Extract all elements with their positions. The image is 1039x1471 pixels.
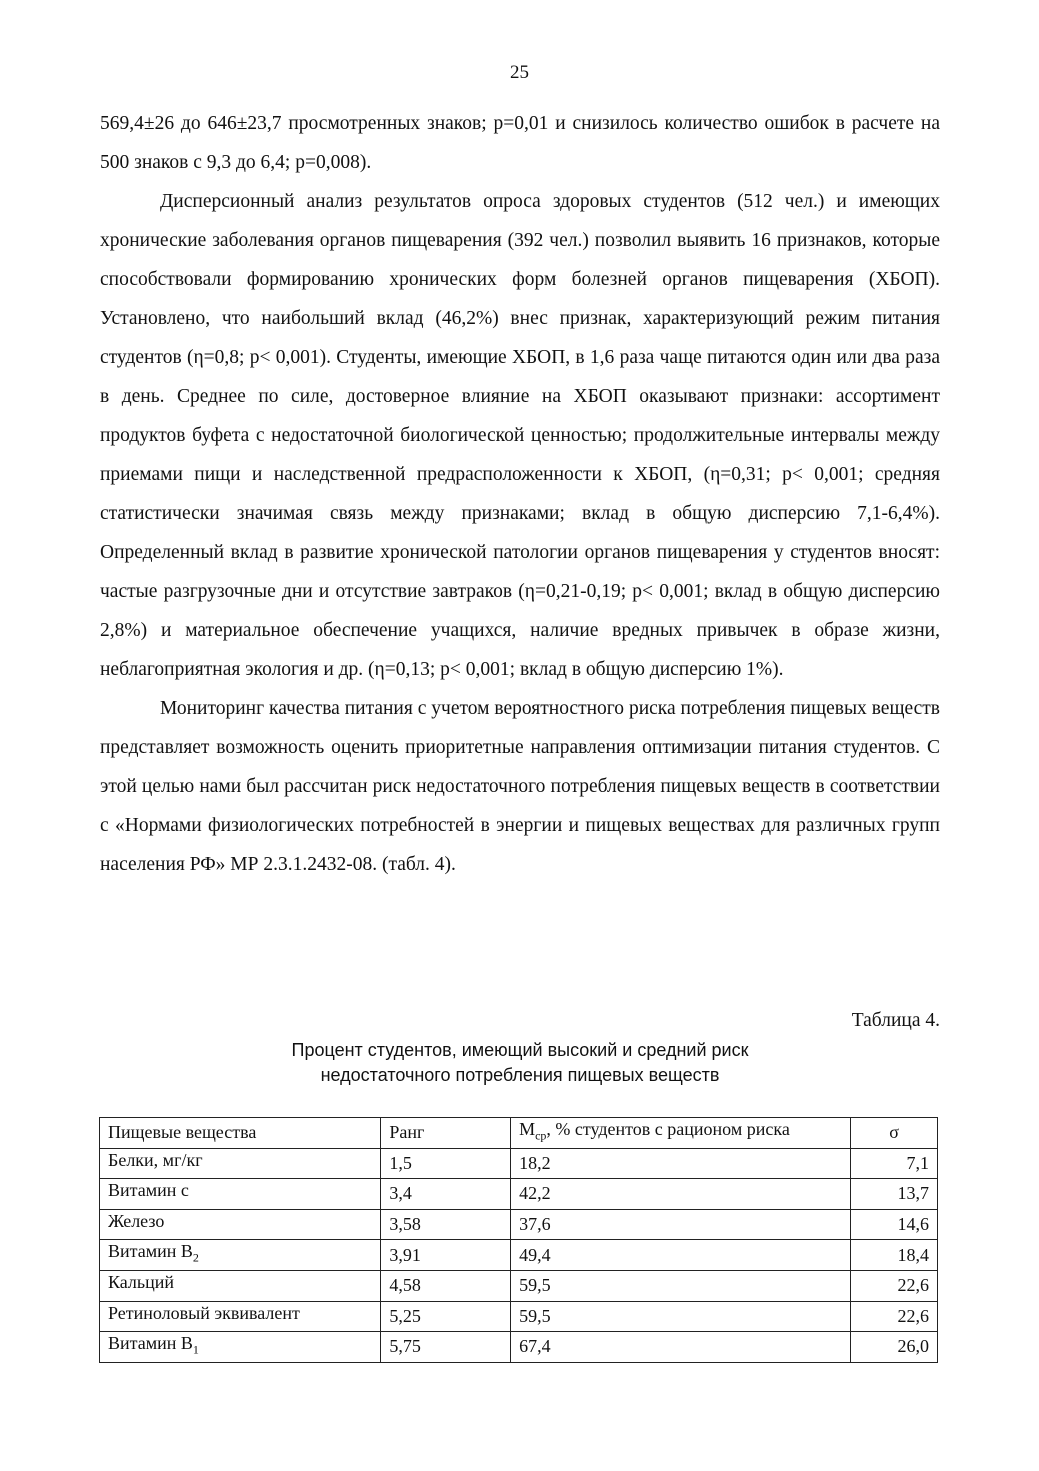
cell-mean: 37,6 [511,1209,851,1240]
table-row [100,1209,938,1240]
table-row [100,1270,938,1301]
cell-substance [100,1270,381,1301]
table-title-line-1: Процент студентов, имеющий высокий и средний риск [291,1040,749,1060]
header-mean [511,1118,851,1149]
table-row [100,1179,938,1210]
table-row [100,1240,938,1271]
substance-sub: 1 [192,1342,199,1357]
substance-name: Витамин В [108,1333,193,1354]
paragraph-2: Дисперсионный анализ результатов опроса здоровых студентов (512 чел.) и имеющих хронические заболевания органов пищеварения (392 чел.) позволил выявить 16 признаков, которые способствовали формированию хронических форм болезней органов пищеварения (ХБОП). Установлено, что наибольший вклад (46,2%) внес признак, характеризующий режим питания студентов (η=0,8; р< 0,001). Студенты, имеющие ХБОП, в 1,6 раза чаще питаются один или два раза в день. Среднее по силе, достоверное влияние на ХБОП оказывают признаки: ассортимент продуктов буфета с недостаточной биологической ценностью; продолжительные интервалы между приемами пищи и наследственной предрасположенности к ХБОП, (η=0,31; р< 0,001; средняя статистически значимая связь между признаками; вклад в общую дисперсию 7,1-6,4%). Определенный вклад в развитие хронической патологии органов пищеварения у студентов вносят: частые разгрузочные дни и отсутствие завтраков (η=0,21-0,19; р< 0,001; вклад в общую дисперсию 2,8%) и материальное обеспечение учащихся, наличие вредных привычек в образе жизни, неблагоприятная экология и др. (η=0,13; р< 0,001; вклад в общую дисперсию 1%). [100,191,940,680]
cell-sigma: 18,4 [851,1240,938,1271]
table-row [100,1301,938,1332]
cell-substance [100,1332,381,1363]
table-title [100,1038,940,1088]
paragraph-1: 569,4±26 до 646±23,7 просмотренных знаков; р=0,01 и снизилось количество ошибок в расчете на 500 знаков с 9,3 до 6,4; р=0,008). [100,113,940,173]
cell-mean: 59,5 [511,1270,851,1301]
cell-substance [100,1301,381,1332]
header-substance: Пищевые вещества [100,1118,381,1149]
substance-name: Белки, мг/кг [108,1149,203,1170]
cell-sigma: 14,6 [851,1209,938,1240]
header-mean-rest: , % студентов с рационом риска [546,1119,790,1139]
table-title-line-2: недостаточного потребления пищевых веществ [320,1065,720,1085]
header-sigma: σ [851,1118,938,1149]
substance-name: Витамин В [108,1241,193,1262]
cell-rank: 5,25 [381,1301,511,1332]
cell-rank: 3,4 [381,1179,511,1210]
substance-sub: 2 [192,1250,199,1265]
cell-substance [100,1148,381,1179]
header-mean-sub: ср [535,1128,547,1143]
cell-mean: 18,2 [511,1148,851,1179]
cell-rank: 1,5 [381,1148,511,1179]
substance-name: Железо [108,1210,165,1231]
substance-name: Кальций [108,1271,175,1292]
cell-substance [100,1240,381,1271]
cell-rank: 3,91 [381,1240,511,1271]
nutrient-risk-table [99,1117,938,1363]
cell-rank: 3,58 [381,1209,511,1240]
paragraph-3: Мониторинг качества питания с учетом вероятностного риска потребления пищевых веществ представляет возможность оценить приоритетные направления оптимизации питания студентов. С этой целью нами был рассчитан риск недостаточного потребления пищевых веществ в соответствии с «Нормами физиологических потребностей в энергии и пищевых веществах для различных групп населения РФ» МР 2.3.1.2432-08. (табл. 4). [100,698,940,875]
table-row [100,1332,938,1363]
page-number: 25 [510,62,529,83]
table-caption: Таблица 4. [851,1010,940,1031]
cell-substance [100,1209,381,1240]
body-text [100,104,940,884]
cell-substance [100,1179,381,1210]
cell-sigma: 22,6 [851,1270,938,1301]
cell-mean: 59,5 [511,1301,851,1332]
cell-sigma: 7,1 [851,1148,938,1179]
substance-name: Витамин с [108,1180,189,1201]
cell-mean: 67,4 [511,1332,851,1363]
header-mean-main: M [519,1119,536,1139]
cell-sigma: 13,7 [851,1179,938,1210]
cell-mean: 49,4 [511,1240,851,1271]
table-row [100,1148,938,1179]
cell-rank: 5,75 [381,1332,511,1363]
cell-sigma: 26,0 [851,1332,938,1363]
table-header-row [100,1118,938,1149]
substance-name: Ретиноловый эквивалент [108,1302,300,1323]
cell-rank: 4,58 [381,1270,511,1301]
cell-sigma: 22,6 [851,1301,938,1332]
cell-mean: 42,2 [511,1179,851,1210]
header-rank: Ранг [381,1118,511,1149]
